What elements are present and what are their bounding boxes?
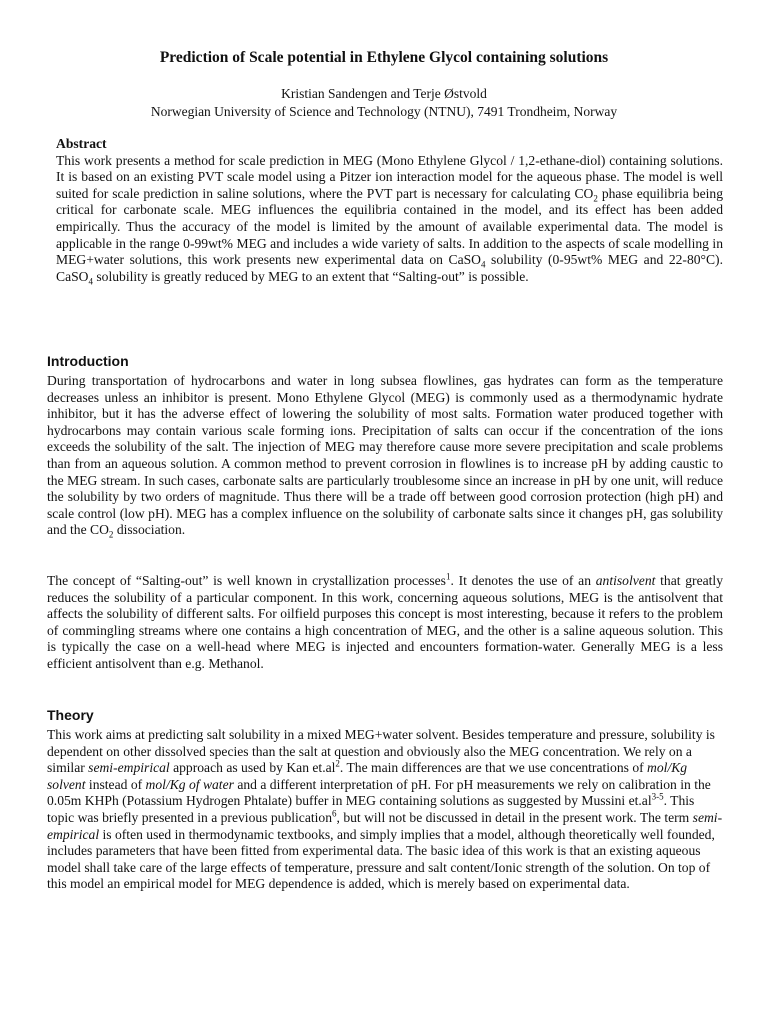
citation-superscript: 2 [335, 758, 340, 769]
abstract-text [56, 153, 723, 286]
italic-term: semi-empirical [47, 809, 723, 842]
theory-paragraph [47, 727, 723, 893]
intro-text-part: During transportation of hydrocarbons and water in long subsea flowlines, gas hydrates can form as the temperature decreases unless an inhibitor is present. Mono Ethylene Glycol (MEG) is commonly used as a thermodynamic hydrate inhibitor, but it has the adverse effect of lowering the solubility of most salts. Formation water produced together with hydrocarbons may contain various scale forming ions. Precipitation of salts can occur if the concentration of the ions exceeds the solubility of the salt. The injection of MEG may therefore cause more severe precipitation and scale problems than from an aqueous solution. A common method to prevent corrosion in flowlines is to increase pH by adding caustic to the MEG stream. In such cases, carbonate salts are particularly troublesome since an increase in pH by one unit, will reduce the solubility by two orders of magnitude. Thus there will be a trade off between good corrosion protection (high pH) and scale control (low pH). MEG has a complex influence on the solubility of carbonate salts since it changes pH, gas solubility and the CO [47, 373, 723, 538]
abstract-text-part: solubility (0-95wt% MEG and 22-80°C). CaSO [56, 252, 723, 284]
citation-superscript: 6 [332, 808, 337, 819]
theory-text-part: instead of [85, 776, 146, 792]
italic-term: mol/Kg solvent [47, 760, 688, 792]
subscript: 4 [481, 259, 486, 270]
affiliation: Norwegian University of Science and Technology (NTNU), 7491 Trondheim, Norway [150, 104, 618, 119]
theory-heading: Theory [47, 707, 94, 723]
abstract-heading: Abstract [56, 136, 107, 151]
intro-text-part: that greatly reduces the solubility of a particular component. In this work, concerning aqueous solutions, MEG is the antisolvent that affects the solubility of different salts. For oilfield purposes this concept is most interesting, because it refers to the problem of commingling streams where one contains a high concentration of MEG, and the other is a saline aqueous solution. This is typically the case on a well-head where MEG is injected and encounters formation-water. Generally MEG is a less efficient antisolvent than e.g. Methanol. [47, 573, 723, 671]
intro-text-part: dissociation. [113, 522, 186, 538]
italic-term: antisolvent [595, 573, 656, 588]
introduction-paragraph-2 [47, 573, 723, 673]
citation-superscript: 1 [445, 571, 451, 582]
subscript: 2 [108, 530, 114, 541]
introduction-heading: Introduction [47, 353, 129, 369]
theory-text-part: approach as used by Kan et.al [169, 760, 336, 776]
author-block [40, 85, 728, 121]
abstract-text-part: This work presents a method for scale prediction in MEG (Mono Ethylene Glycol / 1,2-ethane-diol) containing solutions. It is based on an existing PVT scale model using a Pitzer ion interaction model for the aqueous phase. The model is well suited for scale prediction in saline solutions, where the PVT part is necessary for calculating CO [56, 152, 723, 201]
paper-title: Prediction of Scale potential in Ethylene Glycol containing solutions [159, 49, 609, 66]
abstract-text-part: solubility is greatly reduced by MEG to an extent that “Salting-out” is possible. [92, 268, 529, 284]
theory-text-part: , but will not be discussed in detail in the present work. The term [336, 809, 693, 825]
italic-term: mol/Kg of water [145, 776, 234, 792]
theory-text-part: is often used in thermodynamic textbooks, and simply implies that a model, although theoretically well founded, includes parameters that have been fitted from experimental data. The basic idea of this work is that an existing aqueous model shall take care of the large effects of temperature, pressure and salt content/Ionic strength of the solution. On top of this model an empirical model for MEG dependence is added, which is merely based on experimental data. [47, 826, 715, 892]
theory-text-part: . The main differences are that we use concentrations of [339, 760, 648, 776]
theory-text-part: . This topic was briefly presented in a previous publication [47, 793, 695, 825]
theory-text-part: and a different interpretation of pH. For pH measurements we rely on calibration in the 0.05m KHPh (Potassium Hydrogen Phtalate) buffer in MEG containing solutions as suggested by Mussini et.al [47, 776, 711, 809]
abstract-text-part: phase equilibria being critical for carbonate scale. MEG influences the equilibria contained in the model, and its effect has been added empirically. Thus the accuracy of the model is limited by the amount of available experimental data. The model is applicable in the range 0-99wt% MEG and includes a wide variety of salts. In addition to the aspects of scale modelling in MEG+water solutions, this work presents new experimental data on CaSO [56, 185, 723, 268]
intro-text-part: The concept of “Salting-out” is well known in crystallization processes [47, 573, 446, 588]
subscript: 2 [593, 193, 598, 204]
italic-term: semi-empirical [88, 760, 170, 776]
citation-superscript: 3-5 [651, 791, 664, 802]
abstract-section [56, 136, 723, 285]
introduction-paragraph-1 [47, 373, 723, 539]
intro-text-part: . It denotes the use of an [450, 573, 596, 588]
theory-text-part: This work aims at predicting salt solubility in a mixed MEG+water solvent. Besides temperature and pressure, solubility is dependent on other dissolved species than the salt at question and obviously also the MEG concentration. We rely on a similar [47, 727, 715, 776]
subscript: 4 [88, 276, 93, 287]
authors: Kristian Sandengen and Terje Østvold [281, 86, 487, 101]
